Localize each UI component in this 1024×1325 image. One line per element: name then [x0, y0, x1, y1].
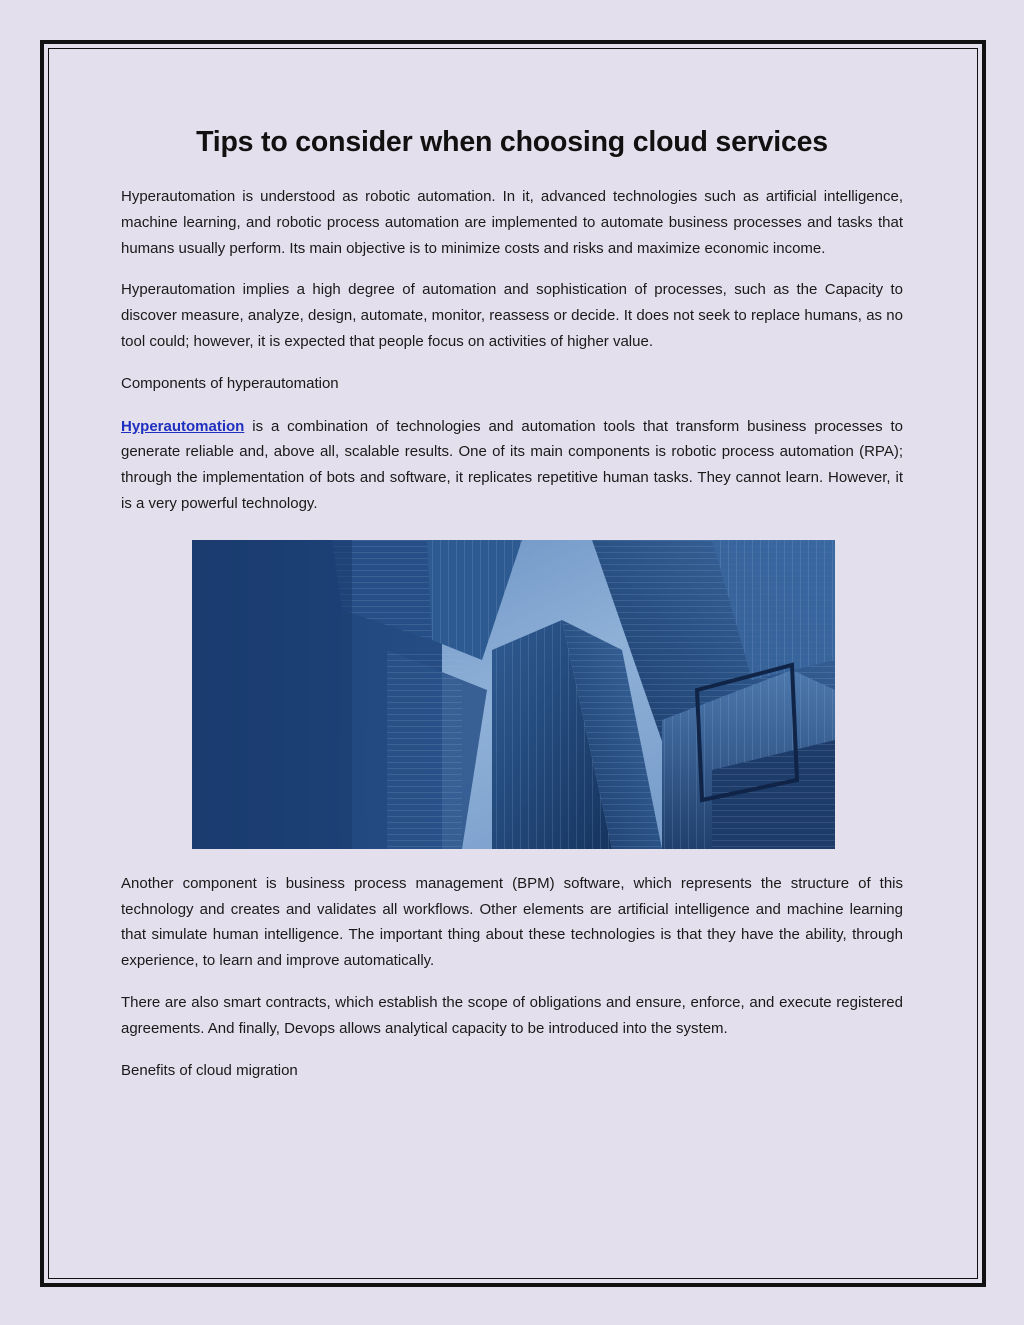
paragraph-combination-text: is a combination of technologies and automation tools that transform business processes to generate reliable and, above all, scalable results. One of its main components is robotic process automation (RPA); through the implementation of bots and software, it replicates repetitive human tasks. They cannot learn. However, it is a very powerful technology.	[121, 417, 903, 512]
hyperautomation-link[interactable]: Hyperautomation	[121, 417, 245, 435]
document-body	[121, 124, 903, 1100]
paragraph-intro: Hyperautomation is understood as robotic automation. In it, advanced technologies such as artificial intelligence, machine learning, and robotic process automation are implemented to automate business processes and tasks that humans usually perform. Its main objective is to minimize costs and risks and maximize economic income.	[121, 188, 903, 257]
heading-benefits: Benefits of cloud migration	[121, 1061, 298, 1079]
paragraph-implies: Hyperautomation implies a high degree of automation and sophistication of processes, such as the Capacity to discover measure, analyze, design, automate, monitor, reassess or decide. It does not seek to replace humans, as no tool could; however, it is expected that people focus on activities of higher value.	[121, 281, 903, 350]
paragraph-smart-contracts: There are also smart contracts, which establish the scope of obligations and ensure, enforce, and execute registered agreements. And finally, Devops allows analytical capacity to be introduced into the system.	[121, 993, 903, 1037]
skyscrapers-image	[192, 540, 835, 849]
skyscrapers-illustration	[192, 540, 835, 849]
paragraph-bpm: Another component is business process management (BPM) software, which represents the structure of this technology and creates and validates all workflows. Other elements are artificial intelligence and machine learning that simulate human intelligence. The important thing about these technologies is that they have the ability, through experience, to learn and improve automatically.	[121, 874, 903, 970]
page-title: Tips to consider when choosing cloud services	[196, 126, 828, 158]
heading-components: Components of hyperautomation	[121, 374, 339, 392]
paragraph-combination	[121, 414, 903, 517]
